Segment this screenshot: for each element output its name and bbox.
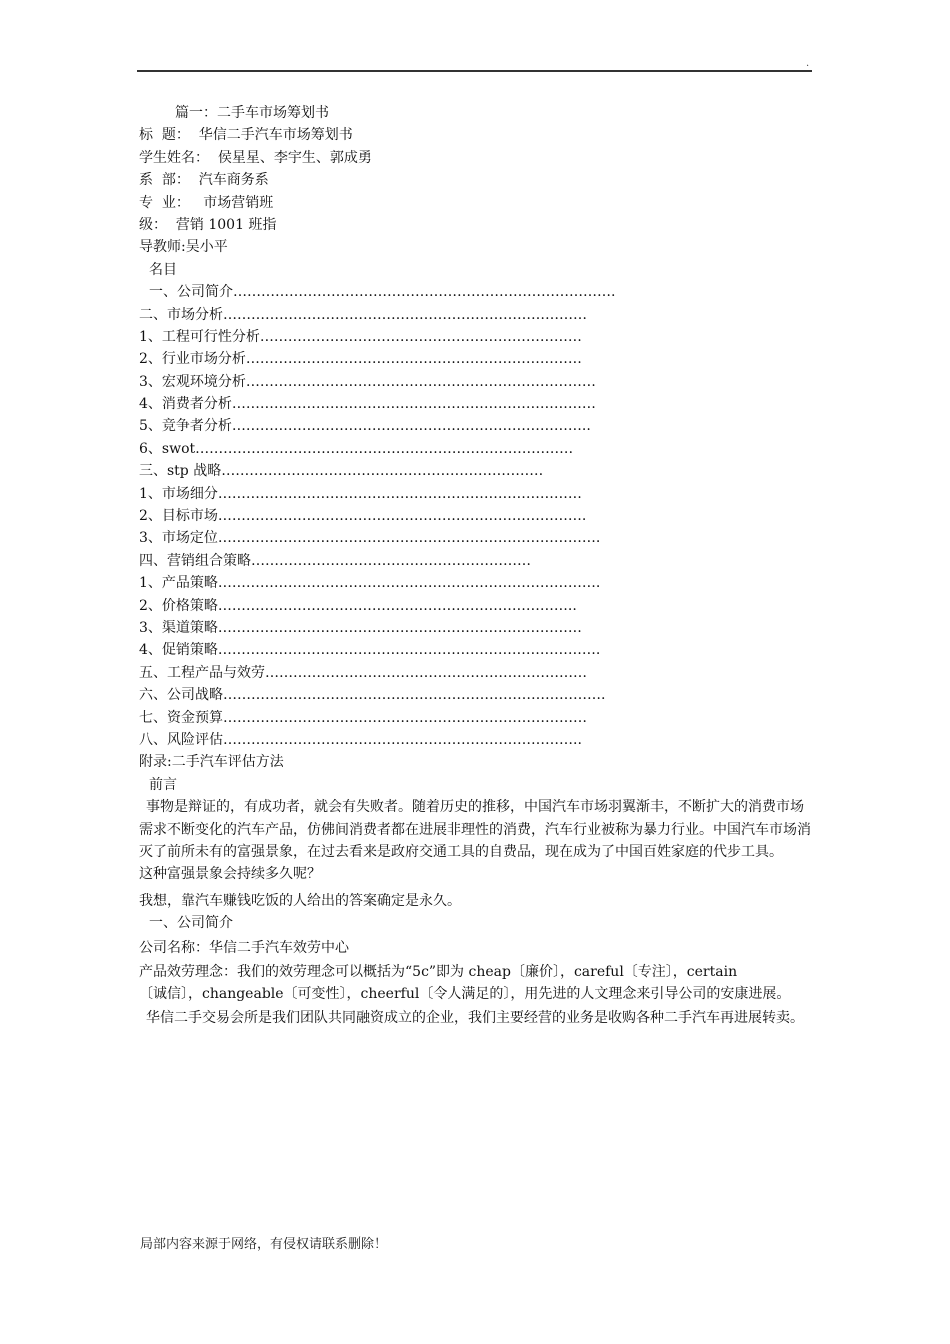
toc-heading: 名目: [149, 261, 177, 278]
service-concept-line1: 产品效劳理念：我们的效劳理念可以概括为“5c”即为 cheap〔廉价〕，careful〔专注〕，certain: [139, 963, 738, 980]
toc-item: 二、市场分析……………………………………………………………………: [139, 306, 587, 323]
preface-answer: 我想，靠汽车赚钱吃饭的人给出的答案确定是永久。: [139, 892, 461, 909]
preface-paragraph: 事物是辩证的，有成功者，就会有失败者。随着历史的推移，中国汽车市场羽翼渐丰，不断扩大的消费市场需求不断变化的汽车产品，仿佛间消费者都在进展非理性的消费，汽车行业被称为暴力行业。中国汽车市场消灭了前所未有的富强景象，在过去看来是政府交通工具的自费品，现在成为了中国百姓家庭的代步工具。: [139, 799, 811, 860]
toc-item: 1、产品策略……………………………………………………………………….: [139, 575, 601, 592]
toc-item: 4、消费者分析……………………………………………………………………: [139, 396, 596, 413]
toc-item: 六、公司战略……………………………………………………………………….: [139, 687, 606, 704]
toc-item: 3、宏观环境分析…………………………………………………………………: [139, 373, 596, 390]
toc-item: 附录:二手汽车评估方法: [139, 754, 284, 771]
chapter-title: 篇一：二手车市场筹划书: [175, 105, 329, 121]
toc-item: 三、stp 战略……………………………………………………………: [139, 463, 544, 480]
toc-item: 五、工程产品与效劳……………………………………………………………: [139, 664, 587, 681]
table-of-contents: [139, 281, 815, 774]
toc-item: 1、工程可行性分析……………………………………………………………: [139, 328, 582, 345]
toc-item: 1、市场细分……………………………………………………………………: [139, 485, 582, 502]
preface-question: 这种富强景象会持续多久呢？: [139, 866, 321, 883]
toc-item: 2、价格策略…………………………………………………………………..: [139, 597, 577, 614]
footer-disclaimer: 局部内容来源于网络，有侵权请联系删除！: [140, 1237, 388, 1252]
class-line: 级： 营销 1001 班指: [139, 216, 277, 233]
toc-item: 八、风险评估…………………………………………………………………..: [139, 731, 582, 748]
toc-item: 5、竞争者分析…………………………………………………………………..: [139, 418, 591, 435]
toc-item: 四、营销组合策略……………………………………………………: [139, 552, 531, 569]
advisor-line: 导教师:吴小平: [139, 239, 228, 256]
major-line: 专 业： 市场营销班: [139, 194, 274, 211]
preface-heading: 前言: [149, 776, 177, 793]
department-line: 系 部： 汽车商务系: [139, 172, 269, 189]
company-name-line: 公司名称：华信二手汽车效劳中心: [139, 939, 349, 956]
section1-heading: 一、公司简介: [149, 915, 233, 932]
toc-item: 2、目标市场…………………………………………………………………….: [139, 508, 587, 525]
title-line: 标 题： 华信二手汽车市场筹划书: [139, 127, 353, 144]
students-line: 学生姓名： 侯星星、李宇生、郭成勇: [139, 149, 372, 166]
header-mark: .: [806, 58, 810, 69]
toc-item: 七、资金预算……………………………………………………………………: [139, 709, 587, 726]
toc-item: 一、公司简介……………………………………………………………………….: [149, 284, 616, 301]
service-concept-line2: 〔诚信〕，changeable〔可变性〕，cheerful〔令人满足的〕，用先进的人文理念来引导公司的安康进展。: [139, 985, 791, 1002]
toc-item: 3、市场定位……………………………………………………………………….: [139, 530, 601, 547]
toc-item: 3、渠道策略……………………………………………………………………: [139, 619, 582, 636]
header-rule: [137, 70, 812, 72]
toc-item: 2、行业市场分析………………………………………………………………: [139, 351, 582, 368]
toc-item: 4、促销策略……………………………………………………………………….: [139, 642, 601, 659]
document-body: [139, 102, 815, 1030]
company-description: 华信二手交易会所是我们团队共同融资成立的企业，我们主要经营的业务是收购各种二手汽车再进展转卖。: [146, 1010, 804, 1027]
toc-item: 6、swot………………………………………………………………………: [139, 440, 574, 457]
